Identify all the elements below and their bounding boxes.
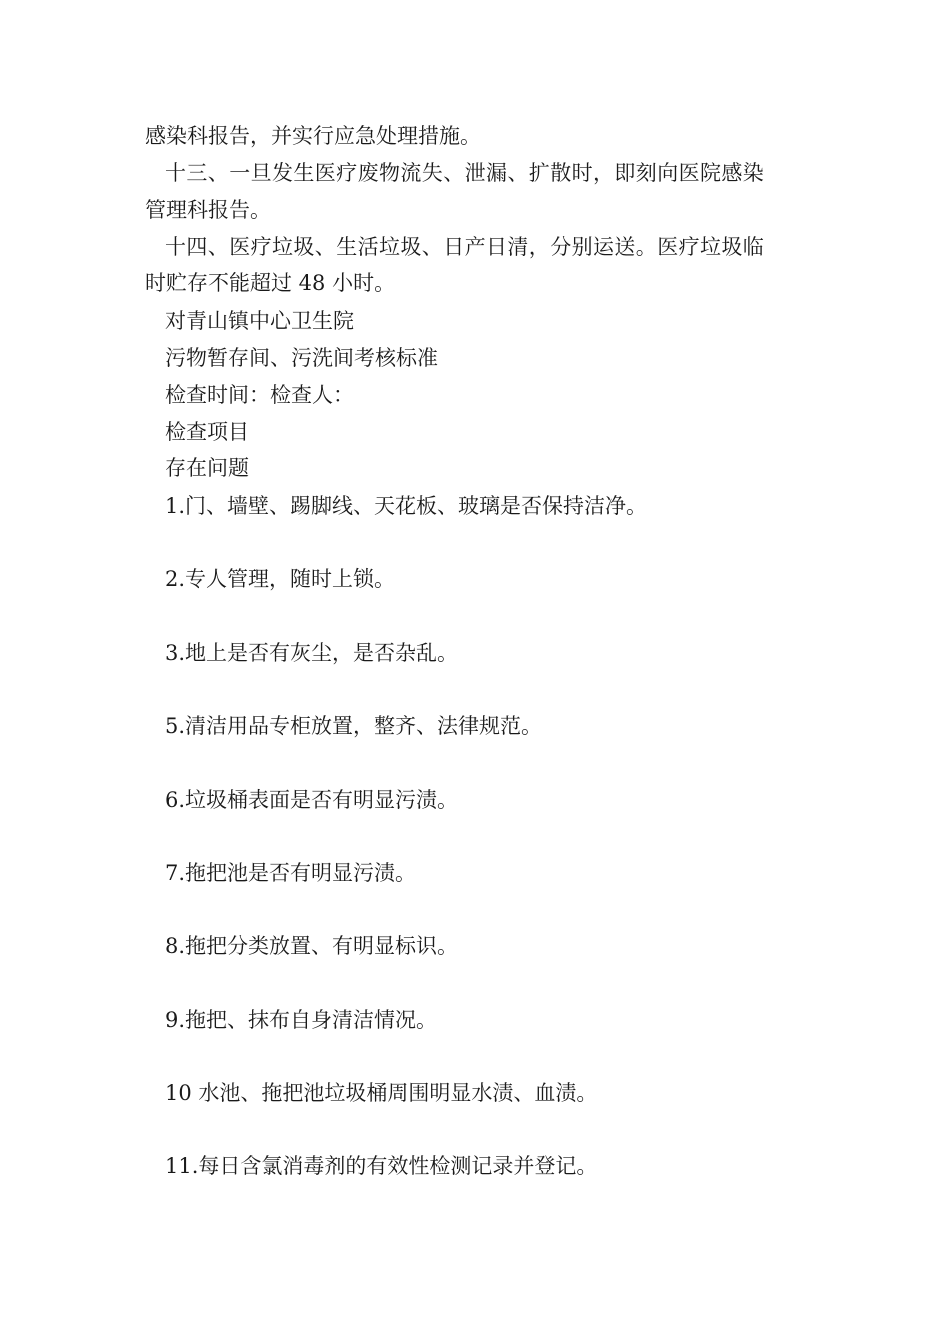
checklist-item: 8.拖把分类放置、有明显标识。 [165, 934, 459, 958]
checklist-item: 2.专人管理，随时上锁。 [165, 567, 396, 591]
checklist-item: 9.拖把、抹布自身清洁情况。 [165, 1008, 438, 1032]
checklist-item: 1.门、墙壁、踢脚线、天花板、玻璃是否保持洁净。 [165, 494, 648, 518]
hospital-name: 对青山镇中心卫生院 [165, 309, 354, 333]
checklist-item: 10 水池、拖把池垃圾桶周围明显水渍、血渍。 [165, 1081, 598, 1105]
rule-13-line-1: 十三、一旦发生医疗废物流失、泄漏、扩散时，即刻向医院感染 [165, 161, 765, 185]
rule-14-line-1: 十四、医疗垃圾、生活垃圾、日产日清，分别运送。医疗垃圾临 [165, 235, 765, 259]
rule-14-line-2: 时贮存不能超过 48 小时。 [145, 271, 396, 295]
continuation-text: 感染科报告，并实行应急处理措施。 [145, 124, 481, 148]
checklist-item: 5.清洁用品专柜放置，整齐、法律规范。 [165, 714, 543, 738]
rule-13-line-2: 管理科报告。 [145, 198, 271, 222]
column-header-issues: 存在问题 [165, 456, 249, 480]
checklist-item: 6.垃圾桶表面是否有明显污渍。 [165, 788, 459, 812]
checklist-item: 7.拖把池是否有明显污渍。 [165, 861, 417, 885]
checklist-item: 3.地上是否有灰尘，是否杂乱。 [165, 641, 459, 665]
inspection-meta: 检查时间：检查人： [165, 383, 354, 407]
standard-title: 污物暂存间、污洗间考核标准 [165, 346, 438, 370]
checklist-item: 11.每日含氯消毒剂的有效性检测记录并登记。 [165, 1154, 598, 1178]
column-header-items: 检查项目 [165, 420, 249, 444]
